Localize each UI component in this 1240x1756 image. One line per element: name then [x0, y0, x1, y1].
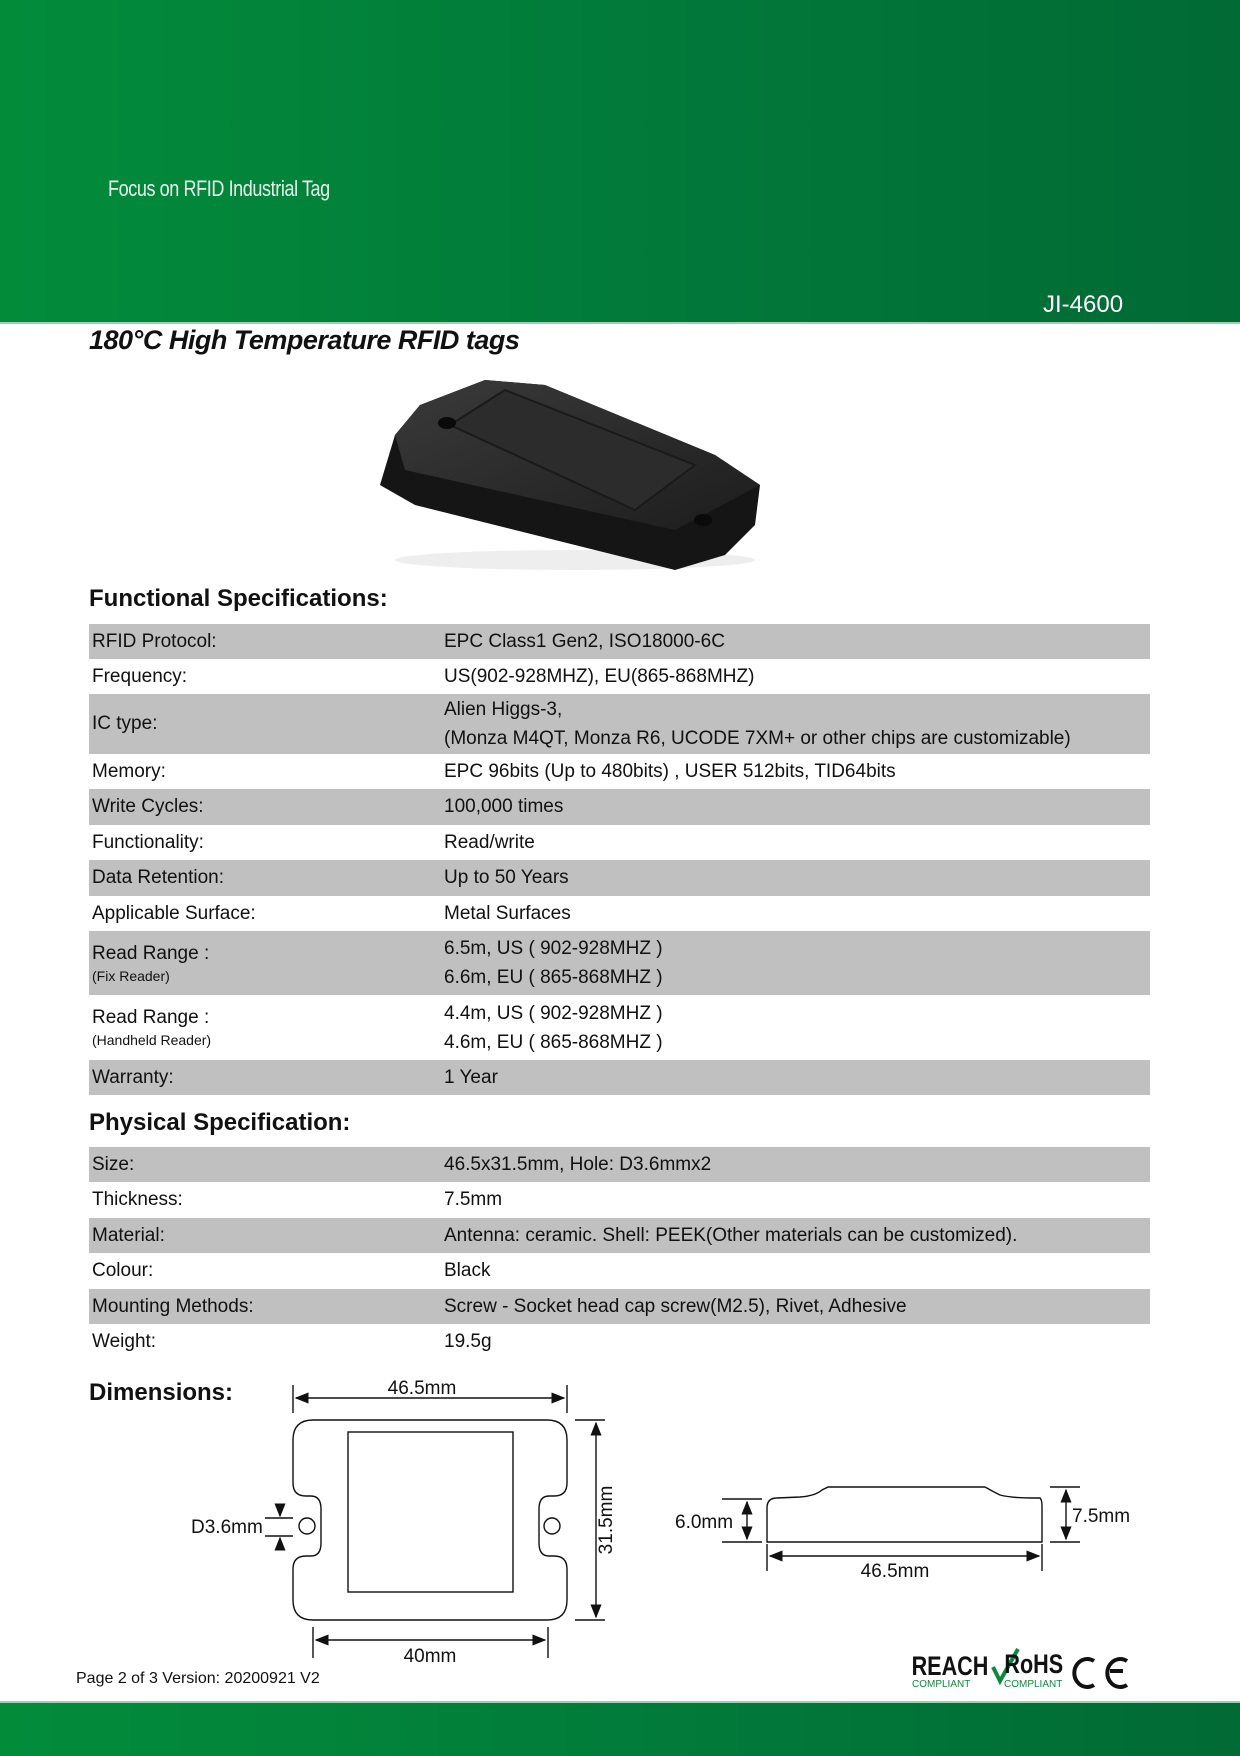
dim-width-label: 46.5mm — [387, 1378, 457, 1399]
spec-value: US(902-928MHZ), EU(865-868MHZ) — [444, 665, 755, 687]
spec-value-line: 4.6m, EU ( 865-868MHZ ) — [444, 1031, 663, 1053]
dimensions-heading: Dimensions: — [89, 1379, 234, 1406]
dim-height-label: 31.5mm — [596, 1485, 617, 1555]
spec-label: IC type: — [92, 713, 158, 734]
spec-row-thickness — [89, 1182, 1150, 1218]
dim-hole-label: D3.6mm — [191, 1517, 263, 1538]
spec-row-data-retention — [89, 860, 1150, 896]
spec-value-line: 6.6m, EU ( 865-868MHZ ) — [444, 967, 663, 988]
rohs-logo — [993, 1649, 1063, 1690]
top-view-diagram — [180, 1375, 620, 1667]
spec-value: 100,000 times — [444, 796, 564, 817]
spec-label: Colour: — [92, 1260, 154, 1281]
spec-row-memory — [89, 754, 1150, 789]
spec-sublabel: (Fix Reader) — [92, 967, 170, 984]
spec-label: Size: — [92, 1153, 135, 1175]
spec-row-read-range-fix — [89, 931, 1150, 995]
header-banner — [0, 0, 1240, 324]
dim-edge-height-label: 6.0mm — [675, 1512, 734, 1533]
rohs-text: RoHS — [1004, 1649, 1064, 1680]
spec-row-material — [89, 1218, 1150, 1253]
spec-row-read-range-handheld — [89, 995, 1150, 1060]
spec-row-warranty — [89, 1060, 1150, 1095]
spec-label: Memory: — [92, 760, 166, 782]
spec-label: Applicable Surface: — [92, 902, 256, 924]
spec-value: 7.5mm — [444, 1189, 503, 1210]
spec-row-write-cycles — [89, 789, 1150, 825]
spec-label: Data Retention: — [92, 867, 225, 888]
functional-specs-heading: Functional Specifications: — [89, 585, 388, 612]
spec-row-size — [89, 1147, 1150, 1182]
side-view-diagram — [670, 1480, 1150, 1590]
spec-sublabel: (Handheld Reader) — [92, 1032, 212, 1048]
spec-label: Write Cycles: — [92, 796, 204, 817]
spec-row-ic-type — [89, 694, 1150, 754]
spec-label: Warranty: — [92, 1066, 174, 1088]
spec-value: 19.5g — [444, 1331, 492, 1352]
spec-row-mounting-methods — [89, 1289, 1150, 1324]
tagline: Focus on RFID Industrial Tag — [108, 176, 330, 201]
certification-logos — [910, 1645, 1140, 1695]
spec-value-line: 4.4m, US ( 902-928MHZ ) — [444, 1002, 663, 1024]
spec-value — [444, 695, 1150, 753]
spec-label: Material: — [92, 1224, 165, 1246]
spec-value-line: 6.5m, US ( 902-928MHZ ) — [444, 938, 663, 959]
page-title: 180°C High Temperature RFID tags — [89, 325, 520, 355]
spec-value-line: (Monza M4QT, Monza R6, UCODE 7XM+ or other chips are customizable) — [444, 728, 1071, 749]
spec-row-frequency — [89, 659, 1150, 694]
spec-value: 46.5x31.5mm, Hole: D3.6mmx2 — [444, 1153, 712, 1175]
spec-value: 1 Year — [444, 1066, 498, 1088]
spec-label: Functionality: — [92, 831, 204, 853]
physical-specs-heading: Physical Specification: — [89, 1109, 351, 1136]
spec-row-weight — [89, 1324, 1150, 1360]
spec-value: EPC Class1 Gen2, ISO18000-6C — [444, 630, 725, 652]
footer-banner — [0, 1701, 1240, 1756]
spec-value: Antenna: ceramic. Shell: PEEK(Other materials can be customized). — [444, 1224, 1018, 1246]
spec-row-rfid-protocol — [89, 624, 1150, 659]
spec-label: RFID Protocol: — [92, 630, 217, 652]
physical-specs-table — [89, 1147, 1150, 1360]
ce-mark-icon — [1074, 1659, 1127, 1687]
spec-row-colour — [89, 1253, 1150, 1289]
spec-value — [444, 934, 1150, 992]
spec-label-main: Read Range : — [92, 942, 210, 964]
dim-length-label: 46.5mm — [860, 1561, 930, 1582]
functional-specs-table — [89, 624, 1150, 1095]
spec-value: EPC 96bits (Up to 480bits) , USER 512bits, TID64bits — [444, 760, 896, 782]
spec-row-functionality — [89, 825, 1150, 860]
page-info: Page 2 of 3 Version: 20200921 V2 — [76, 1670, 320, 1687]
spec-label: Mounting Methods: — [92, 1295, 254, 1317]
reach-logo — [912, 1652, 989, 1690]
spec-value: Screw - Socket head cap screw(M2.5), Rivet, Adhesive — [444, 1295, 907, 1317]
spec-value: Up to 50 Years — [444, 867, 569, 888]
spec-label — [89, 943, 444, 984]
spec-row-applicable-surface — [89, 896, 1150, 931]
model-number: JI-4600 — [1043, 291, 1124, 318]
spec-label-main: Read Range : — [92, 1007, 210, 1028]
dim-hole-spacing-label: 40mm — [403, 1646, 457, 1667]
spec-label — [89, 1007, 444, 1048]
spec-value: Black — [444, 1260, 491, 1281]
reach-text: REACH — [911, 1651, 989, 1682]
dim-total-height-label: 7.5mm — [1072, 1506, 1131, 1527]
spec-value: Read/write — [444, 831, 535, 853]
spec-value — [444, 999, 1150, 1057]
rohs-sub: COMPLIANT — [1004, 1679, 1063, 1690]
spec-value-line: Alien Higgs-3, — [444, 699, 563, 720]
spec-value: Metal Surfaces — [444, 902, 571, 924]
spec-label: Weight: — [92, 1331, 157, 1352]
product-photo — [375, 375, 770, 575]
spec-label: Frequency: — [92, 665, 188, 687]
reach-sub: COMPLIANT — [912, 1679, 971, 1690]
spec-label: Thickness: — [92, 1189, 183, 1210]
